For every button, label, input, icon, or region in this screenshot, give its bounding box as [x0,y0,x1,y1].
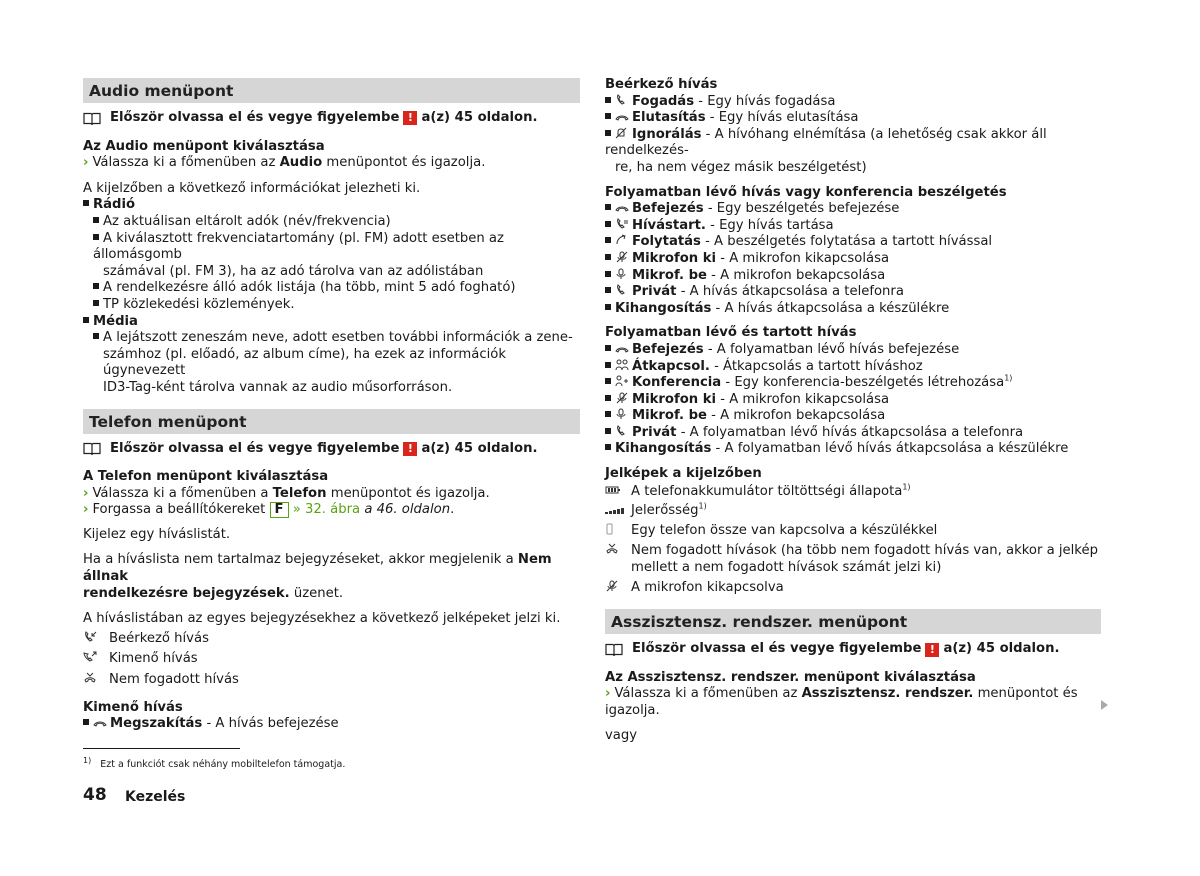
list-item: Mikrof. be - A mikrofon bekapcsolása [605,408,1101,425]
symbol-row: Beérkező hívás [83,631,580,649]
signal-strength-icon [605,503,631,520]
list-item: TP közlekedési közlemények. [83,297,580,314]
paragraph: A híváslistában az egyes bejegyzésekhez a következő jelképeket jelzi ki. [83,611,561,627]
step-arrow-icon: › [605,686,611,702]
hang-up-icon [615,343,629,355]
chapter-name: Kezelés [125,789,186,805]
step-arrow-icon: › [83,502,89,518]
symbol-row: Egy telefon össze van kapcsolva a készülékkel [605,523,1101,541]
section-heading-phone: Telefon menüpont [83,409,580,434]
hold-call-icon [615,218,629,230]
missed-call-icon [83,672,109,690]
list-item-cont: re, ha nem végez másik beszélgetést) [615,159,867,175]
bullet-icon [605,113,611,119]
read-first-note: Először olvassa el és vegye figyelembe ! a(z) 45 oldalon. [83,441,580,458]
page-number: 48 [83,785,107,805]
left-column [83,78,580,733]
read-first-note: Először olvassa el és vegye figyelembe ! a(z) 45 oldalon. [605,641,1101,658]
list-item: Elutasítás - Egy hívás elutasítása [605,110,1101,127]
section-heading-assist: Asszisztensz. rendszer. menüpont [605,609,1101,634]
note-text: Először olvassa el és vegye figyelembe [110,110,400,125]
list-item-cont: számhoz (pl. előadó, az album címe), ha ezek az információk úgynevezett [103,346,506,379]
step-arrow-icon: › [83,485,89,501]
bullet-icon [93,300,99,306]
resume-call-icon [615,234,629,246]
list-item: Az aktuálisan eltárolt adók (név/frekvencia) [83,214,580,231]
bullet-icon [605,345,611,351]
outgoing-call-icon [83,651,109,669]
paragraph: Ha a híváslista nem tartalmaz bejegyzéseket, akkor megjelenik a Nem állnak rendelkezésre bejegyzések. üzenet. [83,552,552,601]
list-item: Átkapcsol. - Átkapcsolás a tartott híváshoz [605,359,1101,376]
bullet-icon [605,395,611,401]
incoming-call-icon [83,631,109,649]
bullet-icon [605,304,611,310]
symbol-row: Jelerősség$^{1)}$ [605,503,1101,520]
bullet-icon [605,221,611,227]
mic-on-icon [615,268,629,280]
symbol-row: A mikrofon kikapcsolva [605,580,1101,598]
list-item: Privát - A hívás átkapcsolása a telefonra [605,284,1101,301]
read-first-note [83,110,580,127]
symbol-row: Kimenő hívás [83,651,580,669]
bullet-icon [93,283,99,289]
switch-call-icon [615,359,629,371]
footnote: $^{1)}$ Ezt a funkciót csak néhány mobiltelefon támogatja. [83,755,346,770]
bullet-icon [605,428,611,434]
list-item: Ignorálás - A hívóhang elnémítása (a lehetőség csak akkor áll rendelkezés- [605,126,1047,159]
warning-icon: ! [403,111,417,125]
accept-call-icon [615,94,629,106]
list-item: Konferencia - Egy konferencia-beszélgetés létrehozása$^{1)}$ [605,375,1101,392]
mute-ring-icon [615,127,629,139]
bullet-icon [83,200,89,206]
list-item: Befejezés - Egy beszélgetés befejezése [605,201,1101,218]
step: › Válassza ki a főmenüben az Asszisztensz. rendszer. menüpontot és igazolja. [605,686,1078,718]
list-item: Mikrof. be - A mikrofon bekapcsolása [605,268,1101,285]
right-column [605,77,1101,744]
subheading: Kimenő hívás [83,699,183,715]
bullet-icon [93,234,99,240]
symbol-row: Nem fogadott hívások (ha több nem fogadott hívás van, akkor a jelkép mellett a nem fogadott hívások számát jelzi ki) [605,543,1101,576]
paragraph: Kijelez egy híváslistát. [83,526,231,542]
hang-up-icon [615,202,629,214]
key-f-icon: F [270,502,289,518]
bullet-icon [93,333,99,339]
symbol-row: A telefonakkumulátor töltöttségi állapota$^{1)}$ [605,484,1101,501]
bullet-icon [83,317,89,323]
list-item: Mikrofon ki - A mikrofon kikapcsolása [605,392,1101,409]
list-item: Megszakítás - A hívás befejezése [83,716,580,733]
step: › Forgassa a beállítókereket F » 32. ábra a 46. oldalon. [83,502,455,518]
bullet-icon [605,204,611,210]
note-ref: a(z) 45 oldalon. [421,110,538,125]
step-arrow-icon: › [83,155,89,171]
list-item: A lejátszott zeneszám neve, adott esetben további információk a zene- [83,330,580,347]
list-item: Privát - A folyamatban lévő hívás átkapcsolása a telefonra [605,425,1101,442]
list-item: Média [83,314,580,331]
book-icon [605,643,623,656]
subheading: Beérkező hívás [605,77,718,92]
bullet-icon [605,444,611,450]
figure-link[interactable]: » 32. ábra [292,502,361,518]
list-item: Folytatás - A beszélgetés folytatása a tartott hívással [605,234,1101,251]
subheading: Folyamatban lévő hívás vagy konferencia beszélgetés [605,184,1007,200]
mic-off-icon [605,580,631,598]
mic-on-icon [615,408,629,420]
private-call-icon [615,425,629,437]
warning-icon: ! [925,643,939,657]
subheading: A Telefon menüpont kiválasztása [83,469,329,485]
battery-icon [605,484,631,501]
list-item: Kihangosítás - A folyamatban lévő hívás átkapcsolása a készülékre [605,441,1101,458]
paragraph: vagy [605,727,638,743]
step: › Válassza ki a főmenüben az Audio menüpontot és igazolja. [83,155,486,171]
book-icon [83,442,101,455]
missed-call-icon [605,543,631,561]
hang-up-icon [615,111,629,123]
bullet-icon [83,719,89,725]
list-item-cont: ID3-Tag-ként tárolva vannak az audio műsorforráson. [103,379,453,395]
subheading: Az Audio menüpont kiválasztása [83,138,325,154]
phone-connected-icon [605,523,631,541]
bullet-icon [605,271,611,277]
step: › Válassza ki a főmenüben a Telefon menüpontot és igazolja. [83,485,490,501]
warning-icon: ! [403,442,417,456]
paragraph: A kijelzőben a következő információkat jelezheti ki. [83,180,421,196]
list-item: Mikrofon ki - A mikrofon kikapcsolása [605,251,1101,268]
bullet-icon [605,130,611,136]
subheading: Folyamatban lévő és tartott hívás [605,325,857,341]
hang-up-icon [93,717,107,729]
list-item: Kihangosítás - A hívás átkapcsolása a készülékre [605,301,1101,318]
footnote-divider [83,748,240,749]
list-item: Befejezés - A folyamatban lévő hívás befejezése [605,342,1101,359]
bullet-icon [605,287,611,293]
list-item: Rádió [83,197,580,214]
mic-off-icon [615,251,629,263]
bullet-icon [605,237,611,243]
conference-icon [615,375,629,387]
bullet-icon [605,411,611,417]
list-item-cont: számával (pl. FM 3), ha az adó tárolva van az adólistában [103,263,484,279]
book-icon [83,112,101,125]
subheading: Jelképek a kijelzőben [605,466,762,482]
list-item: Fogadás - Egy hívás fogadása [605,94,1101,111]
continue-arrow-icon [1101,700,1108,710]
bullet-icon [93,217,99,223]
bullet-icon [605,378,611,384]
private-call-icon [615,284,629,296]
bullet-icon [605,362,611,368]
list-item: A rendelkezésre álló adók listája (ha több, mint 5 adó fogható) [83,280,580,297]
section-heading-audio: Audio menüpont [83,78,580,103]
bullet-icon [605,254,611,260]
list-item: Hívástart. - Egy hívás tartása [605,218,1101,235]
bullet-icon [605,97,611,103]
symbol-row: Nem fogadott hívás [83,672,580,690]
list-item: A kiválasztott frekvenciatartomány (pl. FM) adott esetben az állomásgomb [93,230,504,263]
mic-off-icon [615,392,629,404]
subheading: Az Asszisztensz. rendszer. menüpont kiválasztása [605,669,976,685]
